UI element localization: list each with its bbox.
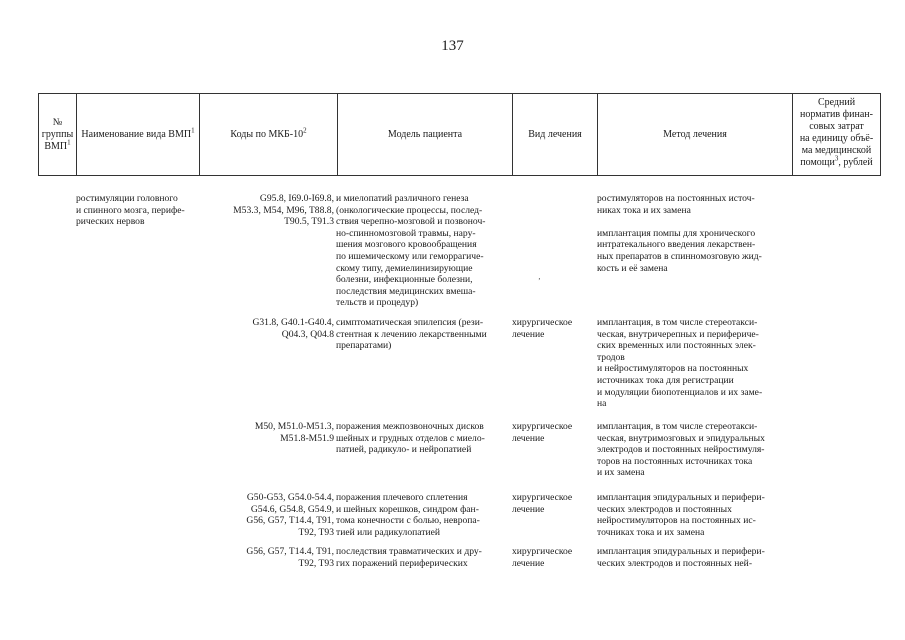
- text-line: патией, радикуло- и нейропатией: [336, 444, 472, 456]
- text-line: и нейростимуляторов на постоянных: [597, 363, 749, 375]
- text-line: T90.5, T91.3: [284, 216, 334, 228]
- cell-treatment-type: [512, 421, 592, 444]
- text-line: интратекального введения лекарствен-: [597, 239, 756, 251]
- text-line: хирургическое: [512, 421, 573, 432]
- text-line: и шейных корешков, синдром фан-: [336, 503, 479, 515]
- text-line: нейростимуляторов на постоянных ис-: [597, 515, 756, 527]
- text-line: G31.8, G40.1-G40.4,: [252, 317, 334, 328]
- text-line: T92, T93: [298, 557, 334, 569]
- text-line: ческая, внутричерепных и перифериче-: [597, 328, 759, 340]
- text-line: M53.3, M54, M96, T88.8,: [233, 204, 334, 216]
- text-line: лечение: [512, 432, 545, 444]
- cell-model: [336, 317, 506, 352]
- cell-method: [597, 193, 789, 274]
- text-line: T92, T93: [298, 526, 334, 538]
- text-line: и модуляции биопотенциалов и их заме-: [597, 386, 763, 398]
- text-line: но-спинномозговой травмы, нару-: [336, 227, 476, 239]
- cell-treatment-type: [512, 492, 592, 515]
- cell-treatment-type: [512, 546, 592, 569]
- text-line: источниках тока для регистрации: [597, 374, 734, 386]
- text-line: болезни, инфекционные болезни,: [336, 274, 473, 286]
- text-line: G54.6, G54.8, G54.9,: [250, 503, 334, 515]
- text-line: электродов и постоянных нейростимуля-: [597, 444, 765, 456]
- text-line: лечение: [512, 557, 545, 569]
- text-line: ростимуляторов на постоянных источ-: [597, 193, 755, 204]
- page-number: 137: [441, 38, 464, 54]
- text-line: последствия травматических и дру-: [336, 546, 482, 557]
- text-line: ческая, внутримозговых и эпидуральных: [597, 432, 765, 444]
- text-line: торов на постоянных источниках тока: [597, 455, 753, 467]
- text-line: тельств и процедур): [336, 297, 419, 309]
- text-line: никах тока и их замена: [597, 204, 691, 216]
- text-line: хирургическое: [512, 546, 573, 557]
- header-model: Модель пациента: [338, 94, 513, 176]
- text-line: хирургическое: [512, 317, 573, 328]
- text-line: G56, G57, T14.4, T91,: [246, 515, 334, 527]
- text-line: ческих электродов и постоянных ней-: [597, 557, 753, 569]
- text-line: и их замена: [597, 467, 645, 479]
- cell-treatment-type: [512, 317, 592, 340]
- text-line: имплантация, в том числе стереотакси-: [597, 421, 758, 432]
- text-line: ческих электродов и постоянных: [597, 503, 732, 515]
- text-line: шейных и грудных отделов с миело-: [336, 432, 485, 444]
- cell-model: [336, 193, 506, 309]
- text-line: лечение: [512, 503, 545, 515]
- header-group-number: № группы ВМП$^1$: [39, 94, 77, 176]
- text-line: G56, G57, T14.4, T91,: [246, 546, 334, 557]
- text-line: лечение: [512, 328, 545, 340]
- text-line: и спинного мозга, перифе-: [76, 204, 185, 216]
- text-line: G50-G53, G54.0-54.4,: [246, 492, 334, 503]
- text-line: тродов: [597, 351, 625, 363]
- text-line: рических нервов: [76, 216, 145, 228]
- header-method: Метод лечения: [598, 94, 793, 176]
- text-line: имплантация, в том числе стереотакси-: [597, 317, 758, 328]
- cell-codes: [198, 421, 334, 444]
- cell-codes: [198, 546, 334, 569]
- text-line: точниках тока и их замена: [597, 526, 705, 538]
- header-cost: Средний норматив финан- совых затрат на единицу объё- ма медицинской помощи$^3$, рублей: [793, 94, 881, 176]
- text-line: имплантация эпидуральных и перифери-: [597, 546, 765, 557]
- text-line: хирургическое: [512, 492, 573, 503]
- cell-model: [336, 492, 506, 538]
- cell-method: [597, 492, 789, 538]
- table-header: [38, 93, 881, 176]
- cell-name: [76, 193, 196, 228]
- text-line: Q04.3, Q04.8: [281, 328, 334, 340]
- text-line: поражения плечевого сплетения: [336, 492, 468, 503]
- header-codes: Коды по МКБ-$10^2$: [200, 94, 338, 176]
- text-line: и миелопатий различного генеза: [336, 193, 469, 204]
- cell-codes: [198, 317, 334, 340]
- text-line: M51.8-M51.9: [280, 432, 334, 444]
- text-line: препаратами): [336, 340, 392, 352]
- text-line: последствия медицинских вмеша-: [336, 285, 476, 297]
- stray-mark: ‚: [538, 272, 541, 281]
- cell-codes: [198, 193, 334, 228]
- text-line: на: [597, 398, 607, 410]
- text-line: ских временных или постоянных элек-: [597, 340, 756, 352]
- cell-model: [336, 421, 506, 456]
- cell-method: [597, 546, 789, 569]
- text-line: M50, M51.0-M51.3,: [254, 421, 334, 432]
- text-line: ростимуляции головного: [76, 193, 178, 204]
- text-line: ных препаратов в спинномозговую жид-: [597, 250, 762, 262]
- cell-method: [597, 317, 789, 410]
- text-line: тома конечности с болью, невропа-: [336, 515, 480, 527]
- text-line: стентная к лечению лекарственными: [336, 328, 487, 340]
- text-line: симптоматическая эпилепсия (рези-: [336, 317, 484, 328]
- text-line: G95.8, I69.0-I69.8,: [259, 193, 334, 204]
- text-line: [597, 216, 789, 228]
- cell-model: [336, 546, 506, 569]
- text-line: имплантация помпы для хронического: [597, 227, 756, 239]
- cell-method: [597, 421, 789, 479]
- text-line: поражения межпозвоночных дисков: [336, 421, 484, 432]
- text-line: шения мозгового кровообращения: [336, 239, 477, 251]
- text-line: ствия черепно-мозговой и позвоноч-: [336, 216, 486, 228]
- text-line: гих поражений периферических: [336, 557, 468, 569]
- header-treatment-type: Вид лечения: [513, 94, 598, 176]
- text-line: по ишемическому или геморрагиче-: [336, 250, 484, 262]
- text-line: скому типу, демиелинизирующие: [336, 262, 473, 274]
- text-line: тией или радикулопатией: [336, 526, 440, 538]
- text-line: имплантация эпидуральных и перифери-: [597, 492, 765, 503]
- text-line: (онкологические процессы, послед-: [336, 204, 483, 216]
- text-line: кость и её замена: [597, 262, 668, 274]
- header-name: Наименование вида ВМП$^1$: [77, 94, 200, 176]
- cell-codes: [198, 492, 334, 538]
